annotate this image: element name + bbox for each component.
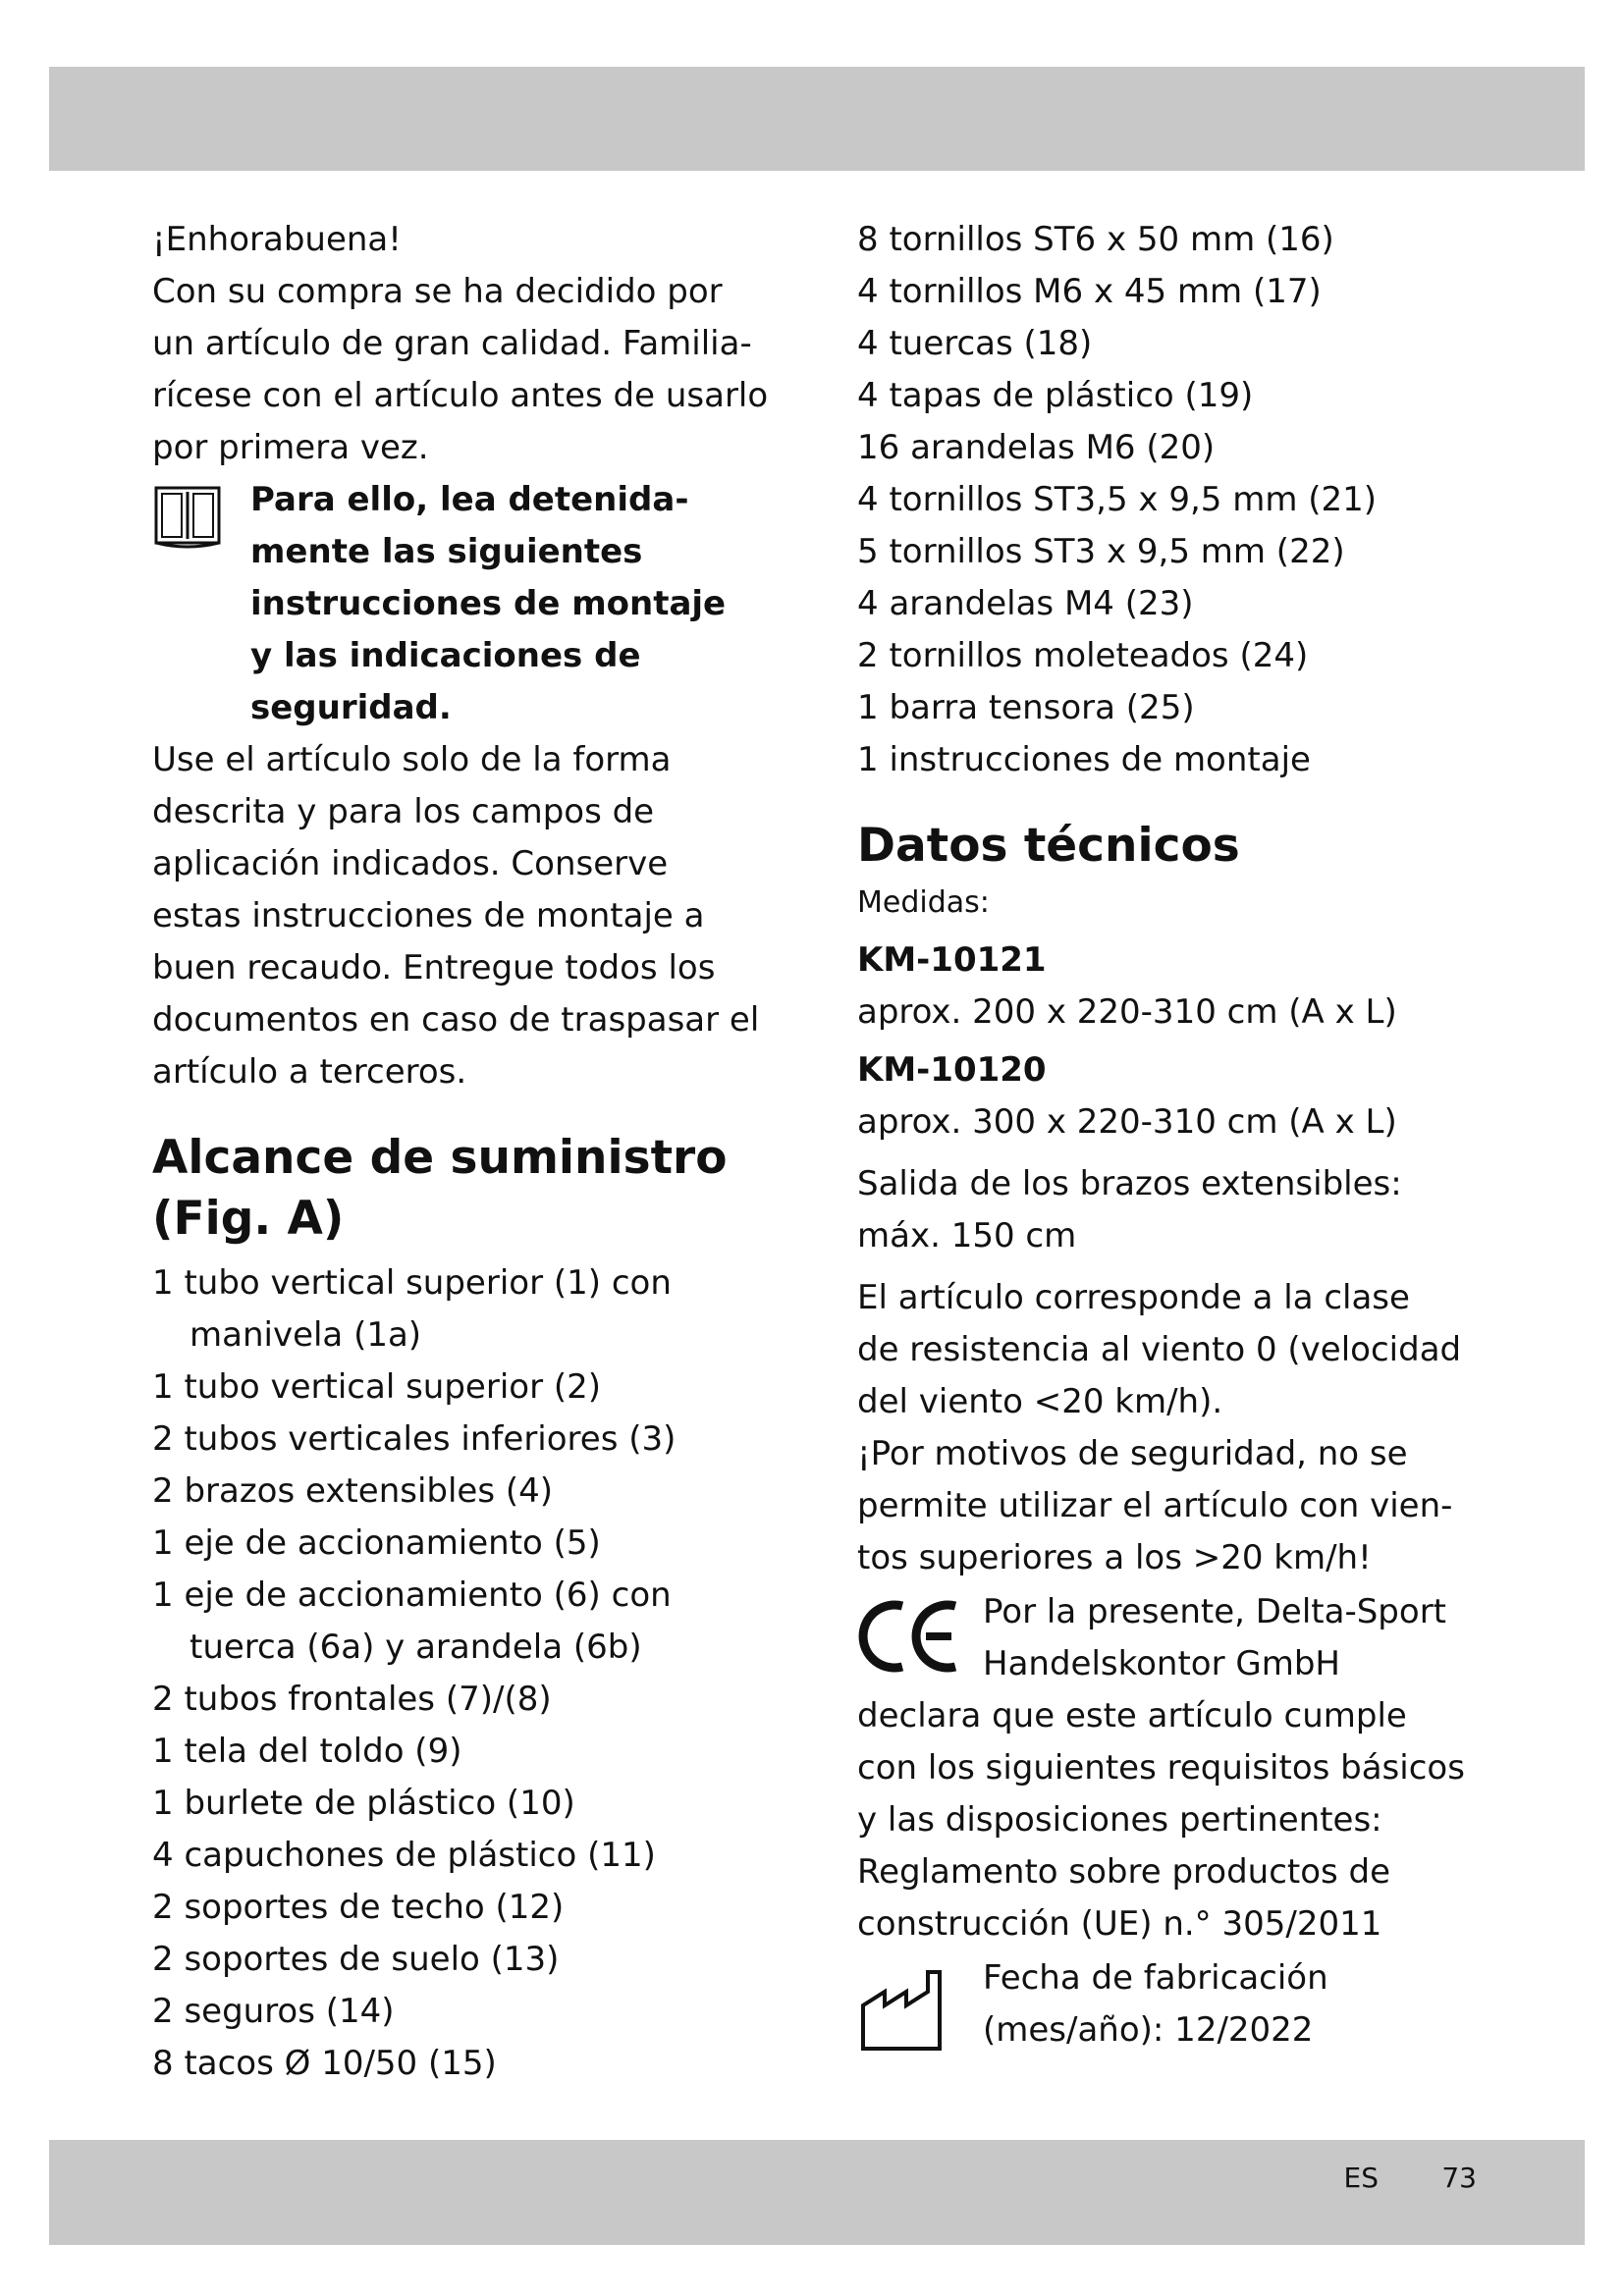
notice-line: seguridad.: [250, 688, 452, 727]
factory-icon: [857, 1966, 965, 2055]
list-item: 16 arandelas M6 (20): [857, 428, 1216, 467]
list-item: 4 capuchones de plástico (11): [152, 1836, 656, 1875]
ce-declaration: [857, 1586, 1505, 1690]
list-item: 1 tubo vertical superior (1) con manivela (1a): [152, 1263, 672, 1355]
usage-line: aplicación indicados. Conserve: [152, 844, 669, 883]
ce-line: Handelskontor GmbH: [983, 1644, 1340, 1683]
wind-line: de resistencia al viento 0 (velocidad: [857, 1330, 1462, 1369]
wind-line: tos superiores a los >20 km/h!: [857, 1538, 1372, 1577]
list-item: 1 tela del toldo (9): [152, 1732, 462, 1771]
list-item: 2 seguros (14): [152, 1992, 395, 2031]
ce-mark-icon: [857, 1596, 965, 1677]
list-item: 1 eje de accionamiento (5): [152, 1523, 601, 1563]
list-item: 8 tacos Ø 10/50 (15): [152, 2044, 497, 2083]
list-item: 2 tubos verticales inferiores (3): [152, 1419, 677, 1459]
wind-line: del viento <20 km/h).: [857, 1382, 1223, 1421]
ce-line: Por la presente, Delta-Sport: [983, 1592, 1446, 1631]
arms-line: Salida de los brazos extensibles:: [857, 1164, 1402, 1203]
wind-line: El artículo corresponde a la clase: [857, 1278, 1410, 1317]
usage-line: artículo a terceros.: [152, 1052, 467, 1092]
supply-heading-line: (Fig. A): [152, 1192, 345, 1246]
usage-line: descrita y para los campos de: [152, 792, 655, 831]
list-item: 4 tapas de plástico (19): [857, 376, 1254, 415]
measures-label: Medidas:: [857, 885, 990, 920]
model-number: KM-10120: [857, 1050, 1047, 1090]
notice-line: instrucciones de montaje: [250, 584, 727, 623]
usage-line: documentos en caso de traspasar el: [152, 1000, 760, 1040]
page-number: 73: [1441, 2162, 1477, 2194]
notice-line: y las indicaciones de: [250, 636, 641, 675]
right-column: [857, 214, 1505, 2056]
list-item: 8 tornillos ST6 x 50 mm (16): [857, 220, 1334, 259]
declaration-line: Reglamento sobre productos de: [857, 1852, 1391, 1892]
usage-line: Use el artículo solo de la forma: [152, 740, 672, 779]
language-code: ES: [1343, 2162, 1379, 2194]
model-number: KM-10121: [857, 940, 1047, 980]
wind-line: ¡Por motivos de seguridad, no se: [857, 1434, 1408, 1473]
manufacture-line: Fecha de fabricación: [983, 1958, 1328, 1998]
list-item: 4 arandelas M4 (23): [857, 584, 1194, 623]
notice-line: Para ello, lea detenida-: [250, 480, 689, 519]
declaration-line: y las disposiciones pertinentes:: [857, 1800, 1382, 1840]
manufacture-date: [857, 1952, 1505, 2056]
usage-line: estas instrucciones de montaje a: [152, 896, 705, 935]
list-item: 1 tubo vertical superior (2): [152, 1367, 602, 1407]
list-item: 2 tornillos moleteados (24): [857, 636, 1309, 675]
model-dimensions: aprox. 200 x 220-310 cm (A x L): [857, 992, 1397, 1032]
supply-list: [152, 1257, 800, 2090]
list-item: 1 eje de accionamiento (6) con tuerca (6a) y arandela (6b): [152, 1575, 672, 1667]
model-dimensions: aprox. 300 x 220-310 cm (A x L): [857, 1102, 1397, 1142]
notice-line: mente las siguientes: [250, 532, 643, 571]
list-item: 2 tubos frontales (7)/(8): [152, 1680, 552, 1719]
list-item: 4 tornillos ST3,5 x 9,5 mm (21): [857, 480, 1378, 519]
wind-line: permite utilizar el artículo con vien-: [857, 1486, 1453, 1525]
list-item: 2 soportes de suelo (13): [152, 1940, 560, 1979]
left-column: [152, 214, 800, 2090]
list-item: 2 soportes de techo (12): [152, 1888, 565, 1927]
header-band: [49, 67, 1585, 171]
intro-line: por primera vez.: [152, 428, 429, 467]
declaration-line: declara que este artículo cumple: [857, 1696, 1407, 1735]
supply-list-continued: [857, 214, 1505, 786]
intro-line: un artículo de gran calidad. Familia-: [152, 324, 752, 363]
intro-line: Con su compra se ha decidido por: [152, 272, 723, 311]
usage-line: buen recaudo. Entregue todos los: [152, 948, 716, 988]
list-item: 1 barra tensora (25): [857, 688, 1195, 727]
list-item: 1 instrucciones de montaje: [857, 740, 1311, 779]
manufacture-line: (mes/año): 12/2022: [983, 2010, 1314, 2050]
list-item: 4 tornillos M6 x 45 mm (17): [857, 272, 1322, 311]
list-item: 5 tornillos ST3 x 9,5 mm (22): [857, 532, 1345, 571]
greeting: ¡Enhorabuena!: [152, 220, 402, 259]
declaration-line: con los siguientes requisitos básicos: [857, 1748, 1465, 1788]
book-icon: [152, 482, 223, 553]
intro-line: rícese con el artículo antes de usarlo: [152, 376, 769, 415]
list-item: 4 tuercas (18): [857, 324, 1093, 363]
technical-heading: Datos técnicos: [857, 819, 1240, 873]
list-item: 1 burlete de plástico (10): [152, 1784, 575, 1823]
supply-heading: [152, 1128, 800, 1250]
safety-notice: [152, 474, 800, 734]
arms-line: máx. 150 cm: [857, 1216, 1077, 1255]
list-item: 2 brazos extensibles (4): [152, 1471, 554, 1511]
supply-heading-line: Alcance de suministro: [152, 1131, 728, 1185]
declaration-line: construcción (UE) n.° 305/2011: [857, 1904, 1382, 1944]
